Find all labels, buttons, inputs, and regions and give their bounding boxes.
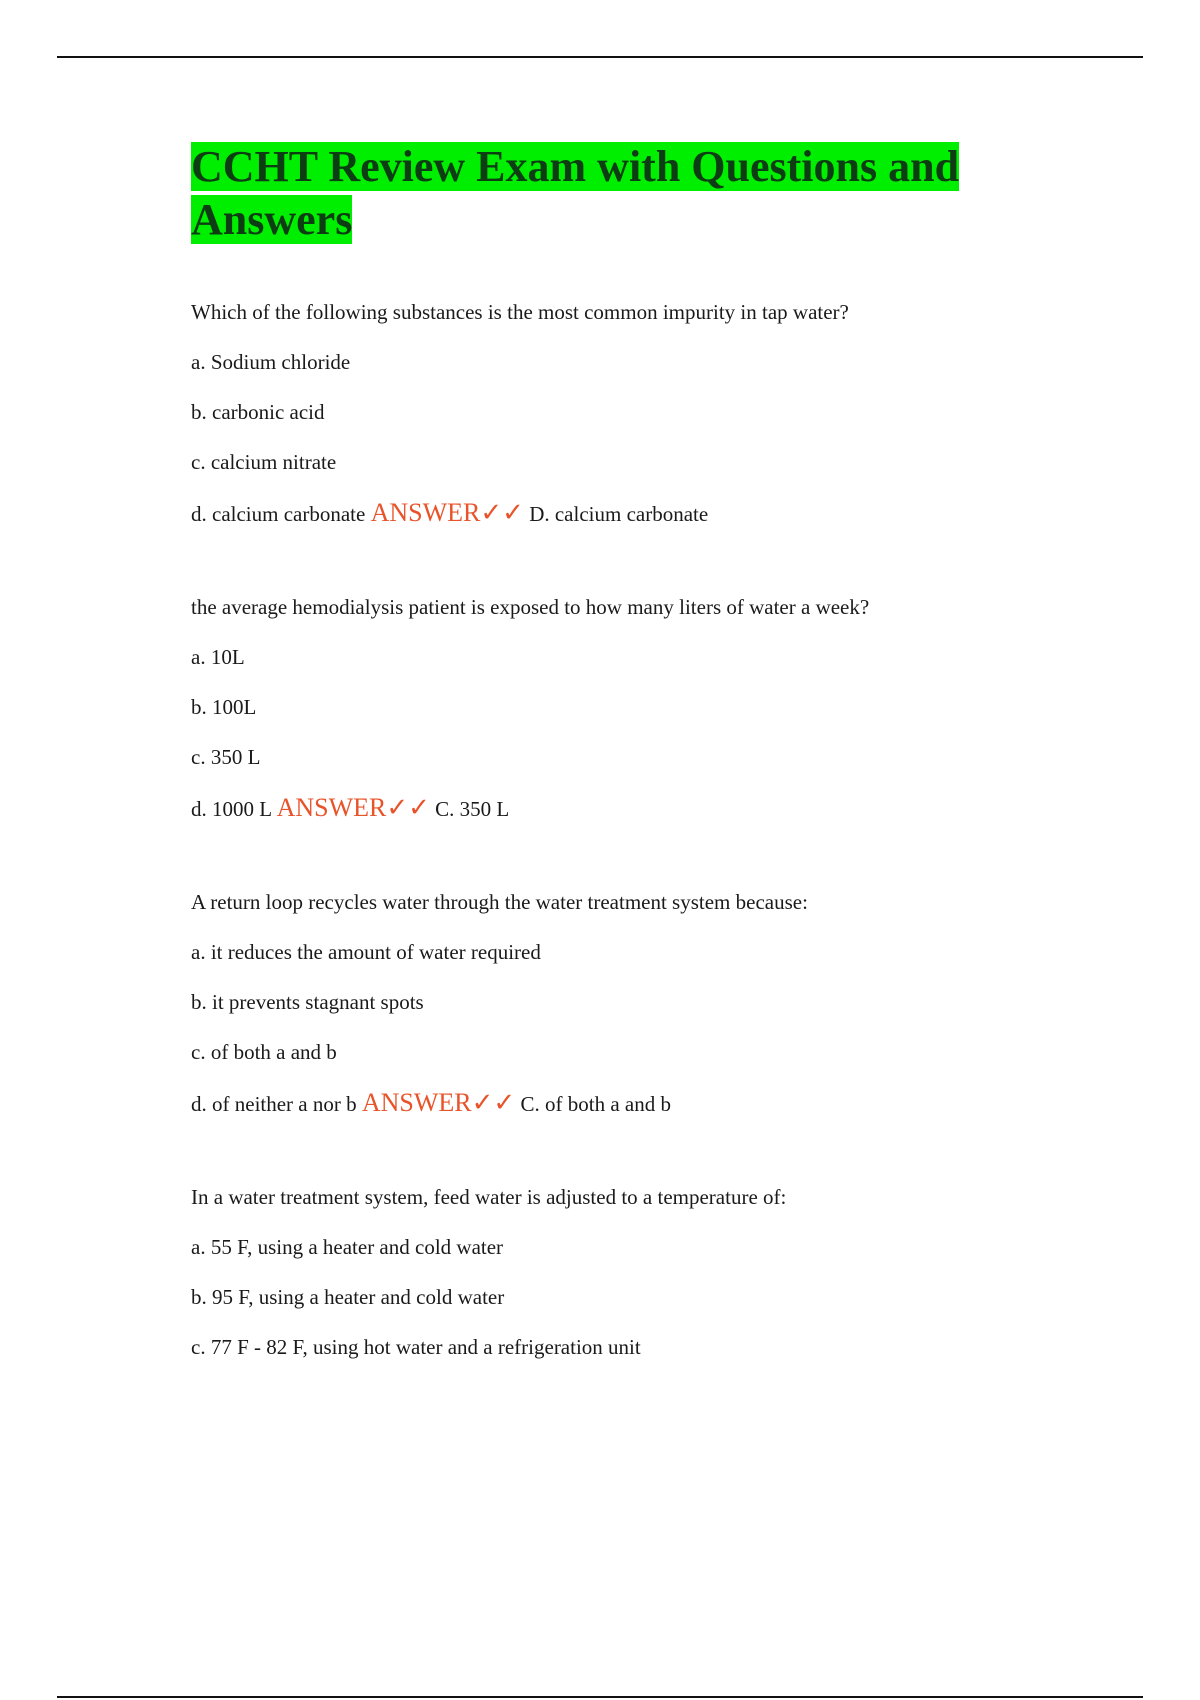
option-a: a. Sodium chloride [191,350,351,374]
answer-text: C. 350 L [435,797,510,821]
question-text: the average hemodialysis patient is exposed to how many liters of water a week? [191,595,870,619]
question-4 [191,1183,1051,1361]
option-d-with-answer [191,1088,1051,1119]
question-text: Which of the following substances is the most common impurity in tap water? [191,300,849,324]
option-d: d. calcium carbonate [191,502,366,526]
option-a: a. 10L [191,645,245,669]
document-body [191,140,1051,1425]
question-text: A return loop recycles water through the water treatment system because: [191,890,808,914]
question-1 [191,298,1051,529]
option-d: d. of neither a nor b [191,1092,357,1116]
option-d: d. 1000 L [191,797,272,821]
option-a: a. it reduces the amount of water required [191,940,541,964]
option-c: c. calcium nitrate [191,450,337,474]
answer-tag: ANSWER✓✓ [361,1088,516,1117]
answer-tag: ANSWER✓✓ [370,498,524,527]
option-c: c. of both a and b [191,1040,337,1064]
option-a: a. 55 F, using a heater and cold water [191,1235,504,1259]
title-highlight: CCHT Review Exam with Questions and Answers [191,142,960,244]
option-b: b. carbonic acid [191,400,325,424]
answer-text: C. of both a and b [520,1092,671,1116]
question-2 [191,593,1051,824]
option-c: c. 77 F - 82 F, using hot water and a refrigeration unit [191,1335,641,1359]
question-3 [191,888,1051,1119]
document-title [191,140,1051,246]
question-text: In a water treatment system, feed water is adjusted to a temperature of: [191,1185,787,1209]
answer-tag: ANSWER✓✓ [276,793,430,822]
option-d-with-answer [191,793,1051,824]
answer-text: D. calcium carbonate [529,502,709,526]
footer-rule [57,1696,1143,1698]
option-c: c. 350 L [191,745,261,769]
option-b: b. 100L [191,695,257,719]
option-b: b. it prevents stagnant spots [191,990,424,1014]
header-rule [57,56,1143,58]
option-d-with-answer [191,498,1051,529]
option-b: b. 95 F, using a heater and cold water [191,1285,505,1309]
